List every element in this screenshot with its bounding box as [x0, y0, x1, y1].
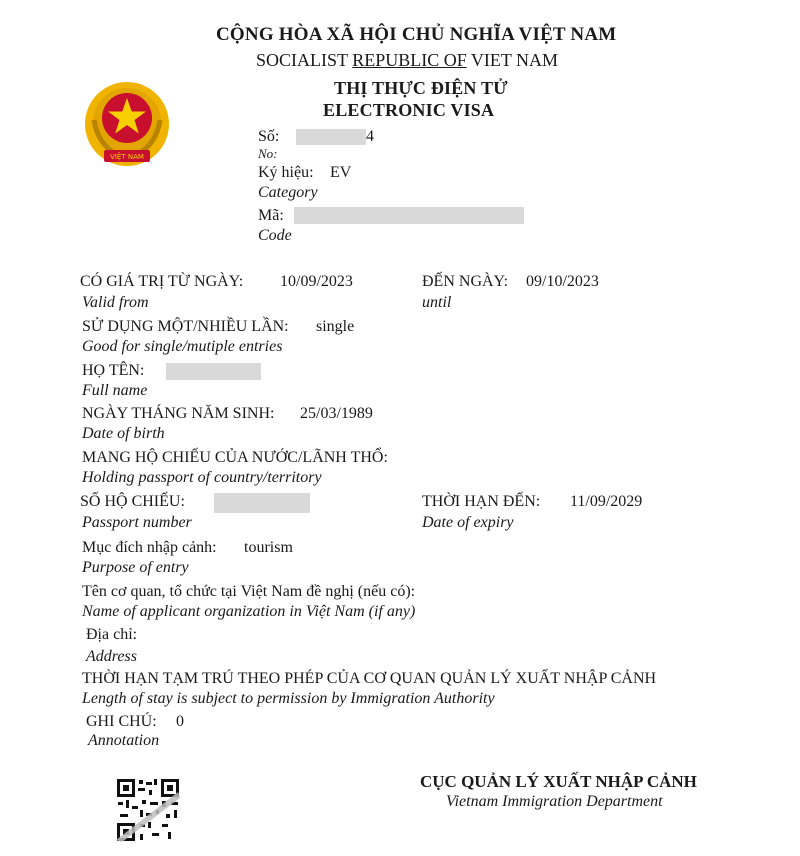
code-redaction: [294, 207, 524, 224]
annotation-value: 0: [176, 713, 184, 730]
department-name-en: Vietnam Immigration Department: [446, 793, 663, 810]
number-label: Số:: [258, 128, 280, 145]
address-label: Địa chỉ:: [86, 626, 138, 643]
organization-label-en: Name of applicant organization in Việt Nam (if any): [82, 603, 416, 620]
passport-country-label-en: Holding passport of country/territory: [82, 469, 322, 486]
category-value: EV: [330, 164, 352, 181]
number-label-en: No:: [258, 146, 278, 161]
dob-label: NGÀY THÁNG NĂM SINH:: [82, 405, 275, 422]
code-label-en: Code: [258, 227, 292, 244]
address-label-en: Address: [86, 648, 137, 665]
purpose-label-en: Purpose of entry: [82, 559, 189, 576]
until-label-en: until: [422, 294, 452, 311]
expiry-value: 11/09/2029: [570, 493, 643, 510]
valid-from-label: CÓ GIÁ TRỊ TỪ NGÀY:: [80, 273, 244, 290]
emblem-banner-text: VIỆT NAM: [110, 153, 144, 161]
annotation-label-en: Annotation: [88, 732, 160, 749]
valid-from-label-en: Valid from: [82, 294, 149, 311]
entries-value: single: [316, 318, 355, 335]
stay-label-en: Length of stay is subject to permission by Immigration Authority: [82, 690, 495, 707]
passport-number-label: SỐ HỘ CHIẾU:: [80, 493, 185, 510]
passport-country-label: MANG HỘ CHIẾU CỦA NƯỚC/LÃNH THỔ:: [82, 449, 388, 466]
passport-number-label-en: Passport number: [82, 514, 192, 531]
category-label-en: Category: [258, 184, 318, 201]
number-suffix: 4: [366, 128, 374, 145]
country-name-en-pre: SOCIALIST: [256, 50, 353, 70]
dob-value: 25/03/1989: [300, 405, 373, 422]
dob-label-en: Date of birth: [82, 425, 165, 442]
visa-title-vi: THỊ THỰC ĐIỆN TỬ: [334, 78, 508, 98]
purpose-value: tourism: [244, 539, 293, 556]
code-label: Mã:: [258, 207, 284, 224]
valid-from-value: 10/09/2023: [280, 273, 353, 290]
full-name-label-en: Full name: [82, 382, 148, 399]
country-name-en-post: VIET NAM: [466, 50, 559, 70]
category-label: Ký hiệu:: [258, 164, 314, 181]
passport-number-redaction: [214, 493, 310, 513]
full-name-redaction: [166, 363, 261, 380]
country-name-en-mid: REPUBLIC OF: [352, 50, 467, 70]
visa-title-en: ELECTRONIC VISA: [323, 100, 495, 120]
department-name-vi: CỤC QUẢN LÝ XUẤT NHẬP CẢNH: [420, 772, 697, 791]
entries-label: SỬ DỤNG MỘT/NHIỀU LẦN:: [82, 318, 289, 335]
expiry-label-en: Date of expiry: [422, 514, 514, 531]
expiry-label: THỜI HẠN ĐẾN:: [422, 493, 541, 510]
until-value: 09/10/2023: [526, 273, 599, 290]
national-emblem-icon: [80, 80, 174, 172]
full-name-label: HỌ TÊN:: [82, 362, 145, 379]
qr-code-icon: [116, 778, 180, 842]
country-name-vi: CỘNG HÒA XÃ HỘI CHỦ NGHĨA VIỆT NAM: [216, 24, 617, 45]
purpose-label: Mục đích nhập cảnh:: [82, 539, 217, 556]
organization-label: Tên cơ quan, tổ chức tại Việt Nam đề nghị (nếu có):: [82, 583, 416, 600]
stay-label: THỜI HẠN TẠM TRÚ THEO PHÉP CỦA CƠ QUAN QUẢN LÝ XUẤT NHẬP CẢNH: [82, 670, 657, 687]
country-name-en: [256, 50, 558, 71]
entries-label-en: Good for single/mutiple entries: [82, 338, 283, 355]
number-redaction: [296, 129, 366, 145]
annotation-label: GHI CHÚ:: [86, 713, 157, 730]
until-label: ĐẾN NGÀY:: [422, 273, 509, 290]
